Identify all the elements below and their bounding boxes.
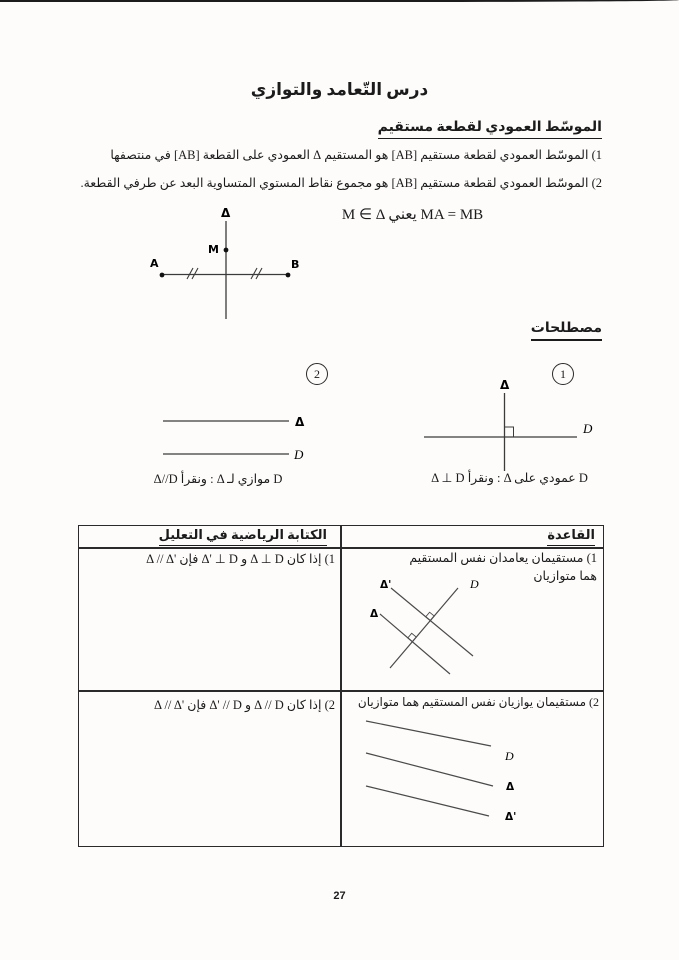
circled-number-2: 2: [306, 363, 328, 385]
page-title: درس التّعامد والتوازي: [250, 80, 429, 99]
rule2-math: 2) إذا كان Δ // D و Δ' // D فإن Δ // Δ'‎: [153, 698, 335, 712]
bisector-def-2: 2) الموسّط العمودي لقطعة مستقيم [AB] هو مجموع نقاط المستوي المتساوية البعد عن طرفي القطعة.: [80, 176, 602, 190]
bisector-heading: [378, 119, 602, 139]
delta-label: Δ: [221, 206, 231, 220]
rule1-text-line2: هما متوازيان: [533, 569, 597, 583]
table-row-divider: [79, 690, 603, 692]
circled-number-1: 1: [552, 363, 574, 385]
delta-label: Δ: [500, 378, 510, 392]
delta-label: Δ: [370, 608, 379, 620]
delta-label: Δ: [295, 415, 305, 429]
rule-column-header-text: القاعدة: [547, 527, 595, 546]
perpendicular-caption: Δ ⊥ D ونقرأ : Δ عمودي على D: [431, 471, 588, 485]
scan-top-edge: [0, 0, 679, 2]
d-label: D: [583, 421, 593, 436]
bisector-formula: M ∈ Δ يعني MA = MB: [341, 207, 484, 223]
delta-prime-label: Δ': [505, 811, 517, 823]
b-label: B: [291, 258, 300, 271]
d-label: D: [505, 749, 514, 763]
d-label: D: [470, 577, 479, 591]
right-angle-mark: [426, 612, 435, 620]
rule2-text: 2) مستقيمان يوازيان نفس المستقيم هما متوازيان: [357, 695, 599, 709]
point-a-dot: [160, 273, 165, 278]
rule1-diagram: [367, 576, 507, 686]
rules-table: [78, 525, 604, 847]
bisector-def-1: 1) الموسّط العمودي لقطعة مستقيم [AB] هو المستقيم Δ العمودي على القطعة [AB] في منتصفها: [110, 148, 602, 162]
point-b-dot: [286, 273, 291, 278]
table-column-divider: [340, 526, 342, 846]
terms-heading: [531, 320, 602, 341]
math-column-header-text: الكتابة الرياضية في التعليل: [159, 527, 327, 546]
d-label: D: [294, 447, 304, 462]
parallel-caption: Δ//D ونقرأ : Δ موازي لـ D: [153, 472, 283, 486]
terms-heading-text: مصطلحات: [531, 320, 602, 341]
rule1-math: 1) إذا كان Δ ⊥ D و Δ' ⊥ D فإن Δ // Δ'‎: [146, 552, 335, 566]
delta-prime-label: Δ': [380, 579, 392, 591]
perpendicular-bisector-diagram: [140, 205, 320, 320]
rule1-text-line1: 1) مستقيمان يعامدان نفس المستقيم: [409, 551, 597, 565]
a-label: A: [150, 257, 159, 270]
math-column-header: [159, 527, 327, 546]
perpendicular-lines-diagram: [420, 378, 600, 478]
rule-column-header: [547, 527, 595, 546]
line-d: [366, 721, 491, 746]
right-angle-mark: [408, 633, 417, 641]
page-number: 27: [333, 890, 346, 902]
bisector-heading-text: الموسّط العمودي لقطعة مستقيم: [378, 119, 602, 139]
line-delta-prime: [366, 786, 489, 816]
delta-label: Δ: [506, 781, 515, 793]
tick-mark: [192, 268, 198, 279]
tick-mark: [256, 268, 262, 279]
tick-mark: [187, 268, 193, 279]
table-header-divider: [79, 547, 603, 549]
m-label: M: [208, 243, 219, 256]
rule2-diagram: [357, 712, 537, 830]
line-d: [390, 588, 458, 668]
parallel-lines-diagram: [150, 402, 320, 464]
line-delta: [366, 753, 493, 786]
line-delta: [380, 614, 450, 674]
point-m-dot: [224, 248, 229, 253]
line-delta-prime: [391, 588, 473, 656]
tick-mark: [251, 268, 257, 279]
right-angle-mark: [505, 427, 514, 437]
